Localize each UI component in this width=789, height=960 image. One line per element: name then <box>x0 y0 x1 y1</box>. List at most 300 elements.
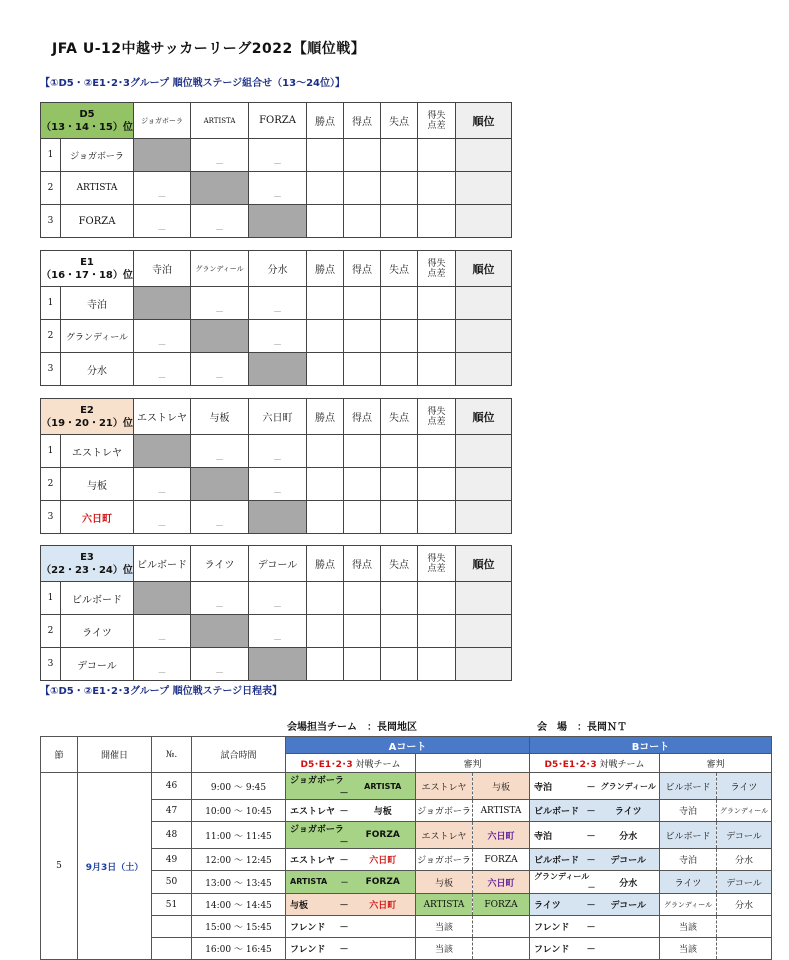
stat-cell <box>381 205 418 238</box>
schedule-table <box>40 736 772 960</box>
self-match-cell <box>134 582 191 615</box>
stat-cell <box>456 205 512 238</box>
table-row <box>41 615 512 648</box>
venue-host <box>287 718 417 733</box>
match-time: 9:00 ～ 9:45 <box>192 773 286 800</box>
vs-dash: － <box>339 923 349 933</box>
result-cell: － <box>134 615 191 648</box>
stat-header: 得失 点差 <box>418 103 456 139</box>
vs-dash: － <box>587 883 596 892</box>
column-team-header: 分水 <box>249 251 307 287</box>
team-name: FORZA <box>61 205 134 238</box>
court-b-team-2: デコール <box>598 894 660 916</box>
stat-cell <box>418 353 456 386</box>
match-time: 11:00 ～ 11:45 <box>192 822 286 849</box>
court-a-referee-2: FORZA <box>473 849 530 871</box>
self-match-cell <box>191 615 249 648</box>
court-b-referee-2 <box>717 916 772 938</box>
stat-cell <box>344 205 381 238</box>
stat-cell <box>344 320 381 353</box>
vs-dash: － <box>340 877 349 887</box>
result-cell: － <box>191 205 249 238</box>
stat-cell <box>344 172 381 205</box>
team-name: 分水 <box>61 353 134 386</box>
group-table-e1 <box>40 250 512 386</box>
stat-cell <box>418 615 456 648</box>
column-team-header: ビルボード <box>134 546 191 582</box>
court-b-referee-2: デコール <box>717 822 772 849</box>
vs-dash: － <box>586 923 596 933</box>
result-cell: － <box>249 435 307 468</box>
vs-dash: － <box>586 782 596 793</box>
court-a-team-1: エストレヤ － <box>286 800 351 822</box>
stat-cell <box>307 353 344 386</box>
team-name: 寺泊 <box>61 287 134 320</box>
court-a-team-2: 与板 <box>351 800 416 822</box>
court-b-team-2: ライツ <box>598 800 660 822</box>
stat-cell <box>381 435 418 468</box>
team-number: 3 <box>41 648 61 681</box>
stat-header: 得点 <box>344 103 381 139</box>
header-date: 開催日 <box>78 737 152 773</box>
self-match-cell <box>249 648 307 681</box>
result-cell: － <box>249 320 307 353</box>
column-team-header: 与板 <box>191 399 249 435</box>
stat-cell <box>307 435 344 468</box>
vs-dash: － <box>586 945 596 955</box>
team-number: 1 <box>41 435 61 468</box>
team-name: ライツ <box>61 615 134 648</box>
stat-cell <box>418 648 456 681</box>
stat-cell <box>381 582 418 615</box>
team-name: ジョガボーラ <box>61 139 134 172</box>
result-cell: － <box>249 139 307 172</box>
match-number <box>152 916 192 938</box>
stat-cell <box>307 172 344 205</box>
stat-header: 勝点 <box>307 399 344 435</box>
stat-cell <box>456 582 512 615</box>
stat-cell <box>456 353 512 386</box>
team-number: 2 <box>41 172 61 205</box>
court-a-referee-2: 六日町 <box>473 822 530 849</box>
court-b-team-2: デコール <box>598 849 660 871</box>
team-name: 六日町 <box>61 501 134 534</box>
group-name: E3 <box>80 551 94 563</box>
court-b-team-1: フレンド － <box>530 916 598 938</box>
vs-dash: － <box>339 856 349 866</box>
stat-header: 失点 <box>381 399 418 435</box>
team-number: 1 <box>41 139 61 172</box>
court-b-team-2: 分水 <box>598 871 660 894</box>
table-row <box>41 501 512 534</box>
stat-cell <box>307 287 344 320</box>
self-match-cell <box>191 172 249 205</box>
match-number: 47 <box>152 800 192 822</box>
column-team-header: ライツ <box>191 546 249 582</box>
result-cell: － <box>249 615 307 648</box>
court-b-team-1: 寺泊 － <box>530 822 598 849</box>
group-header <box>41 546 134 582</box>
venue-host-value: 長岡地区 <box>377 722 417 733</box>
court-a-team-1: フレンド － <box>286 938 351 960</box>
stat-cell <box>381 320 418 353</box>
stat-cell <box>344 501 381 534</box>
self-match-cell <box>249 353 307 386</box>
court-b-team-2: グランディール <box>598 773 660 800</box>
stat-cell <box>456 320 512 353</box>
result-cell: － <box>249 468 307 501</box>
court-b-referee-1: 当該 <box>660 916 717 938</box>
setsu-value: 5 <box>41 773 78 960</box>
match-label: D5･E1･2･3 <box>300 759 353 770</box>
group-table-e2 <box>40 398 512 534</box>
court-b-referee-2: 分水 <box>717 849 772 871</box>
court-a-referee-2: ARTISTA <box>473 800 530 822</box>
stat-cell <box>418 435 456 468</box>
team-number: 3 <box>41 353 61 386</box>
table-row <box>41 648 512 681</box>
header-referee-b: 審判 <box>660 754 772 773</box>
stat-header: 失点 <box>381 103 418 139</box>
match-suffix: 対戦チーム <box>352 759 401 770</box>
result-cell: － <box>134 353 191 386</box>
group-name: E1 <box>80 256 94 268</box>
stat-cell <box>307 139 344 172</box>
team-name: ARTISTA <box>61 172 134 205</box>
table-row <box>41 582 512 615</box>
court-b-referee-1: ライツ <box>660 871 717 894</box>
match-time: 10:00 ～ 10:45 <box>192 800 286 822</box>
venue-value: 長岡ＮＴ <box>587 722 627 733</box>
stat-cell <box>381 648 418 681</box>
stat-cell <box>456 501 512 534</box>
court-b-referee-1: 当該 <box>660 938 717 960</box>
column-team-header: ARTISTA <box>191 103 249 139</box>
stat-cell <box>307 648 344 681</box>
column-team-header: エストレヤ <box>134 399 191 435</box>
schedule-subtitle: 【①D5・②E1･2･3グループ 順位戦ステージ日程表】 <box>40 686 283 697</box>
result-cell: － <box>191 435 249 468</box>
court-a-referee-1: ジョガボーラ <box>416 849 473 871</box>
stat-cell <box>344 139 381 172</box>
self-match-cell <box>134 139 191 172</box>
result-cell: － <box>249 172 307 205</box>
result-cell: － <box>191 648 249 681</box>
column-team-header: 六日町 <box>249 399 307 435</box>
table-row <box>41 353 512 386</box>
stat-header: 得失 点差 <box>418 399 456 435</box>
match-time: 13:00 ～ 13:45 <box>192 871 286 894</box>
header-court-b: Bコート <box>530 737 772 754</box>
table-row <box>41 320 512 353</box>
court-a-team-1: ジョガボーラ － <box>286 773 351 800</box>
group-header <box>41 399 134 435</box>
stat-header: 勝点 <box>307 251 344 287</box>
result-cell: － <box>134 320 191 353</box>
stat-cell <box>307 501 344 534</box>
stat-cell <box>456 172 512 205</box>
court-a-team-1: エストレヤ － <box>286 849 351 871</box>
stat-cell <box>456 287 512 320</box>
header-setsu: 節 <box>41 737 78 773</box>
vs-dash: － <box>586 831 596 842</box>
team-number: 2 <box>41 468 61 501</box>
column-team-header: FORZA <box>249 103 307 139</box>
court-a-referee-1: 与板 <box>416 871 473 894</box>
stat-cell <box>307 205 344 238</box>
table-row <box>41 468 512 501</box>
court-b-team-1: ライツ － <box>530 894 598 916</box>
group-table-d5 <box>40 102 512 238</box>
groups-subtitle: 【①D5・②E1･2･3グループ 順位戦ステージ組合せ（13～24位）】 <box>40 78 346 89</box>
stat-cell <box>381 615 418 648</box>
stat-cell <box>307 582 344 615</box>
stat-cell <box>344 353 381 386</box>
result-cell: － <box>134 501 191 534</box>
venue-location <box>537 718 627 733</box>
stat-cell <box>344 615 381 648</box>
self-match-cell <box>134 435 191 468</box>
result-cell: － <box>191 353 249 386</box>
result-cell: － <box>134 205 191 238</box>
group-places: （16・17・18）位 <box>41 269 133 281</box>
vs-dash: － <box>339 945 349 955</box>
match-time: 12:00 ～ 12:45 <box>192 849 286 871</box>
vs-dash: － <box>586 807 596 817</box>
court-a-referee-1: エストレヤ <box>416 822 473 849</box>
match-label: D5･E1･2･3 <box>544 759 597 770</box>
team-name: ビルボード <box>61 582 134 615</box>
group-places: （22・23・24）位 <box>41 564 133 576</box>
court-a-referee-2: FORZA <box>473 894 530 916</box>
vs-dash: － <box>339 807 349 817</box>
court-a-team-2 <box>351 938 416 960</box>
court-b-referee-2: デコール <box>717 871 772 894</box>
team-name: デコール <box>61 648 134 681</box>
group-table-e3 <box>40 545 512 681</box>
column-team-header: デコール <box>249 546 307 582</box>
stat-header: 得点 <box>344 546 381 582</box>
team-number: 1 <box>41 582 61 615</box>
table-row <box>41 773 772 800</box>
column-team-header: ジョガボーラ <box>134 103 191 139</box>
match-number: 48 <box>152 822 192 849</box>
team-number: 1 <box>41 287 61 320</box>
match-suffix: 対戦チーム <box>596 759 645 770</box>
court-a-referee-2: 与板 <box>473 773 530 800</box>
header-match-b <box>530 754 660 773</box>
stat-cell <box>381 139 418 172</box>
result-cell: － <box>191 582 249 615</box>
team-name: エストレヤ <box>61 435 134 468</box>
court-a-referee-1: 当該 <box>416 938 473 960</box>
match-time: 15:00 ～ 15:45 <box>192 916 286 938</box>
court-b-referee-1: グランディール <box>660 894 717 916</box>
court-b-referee-1: 寺泊 <box>660 800 717 822</box>
match-number: 46 <box>152 773 192 800</box>
table-row <box>41 172 512 205</box>
date-value: 9月3日（土） <box>78 773 152 960</box>
stat-cell <box>418 501 456 534</box>
header-time: 試合時間 <box>192 737 286 773</box>
column-team-header: 寺泊 <box>134 251 191 287</box>
stat-cell <box>307 615 344 648</box>
self-match-cell <box>191 468 249 501</box>
stat-cell <box>418 582 456 615</box>
table-row <box>41 139 512 172</box>
stat-header: 失点 <box>381 546 418 582</box>
result-cell: － <box>191 501 249 534</box>
stat-cell <box>344 435 381 468</box>
stat-header: 順位 <box>456 546 512 582</box>
vs-dash: － <box>586 856 596 866</box>
court-b-team-1: グランディール － <box>530 871 598 894</box>
court-a-referee-2 <box>473 938 530 960</box>
court-b-referee-1: ビルボード <box>660 822 717 849</box>
group-header <box>41 251 134 287</box>
stat-header: 順位 <box>456 399 512 435</box>
court-b-team-2: 分水 <box>598 822 660 849</box>
result-cell: － <box>249 582 307 615</box>
page-title: JFA U-12中越サッカーリーグ2022【順位戦】 <box>52 41 366 57</box>
stat-cell <box>418 320 456 353</box>
team-number: 3 <box>41 501 61 534</box>
court-a-team-2: ARTISTA <box>351 773 416 800</box>
stat-cell <box>307 320 344 353</box>
stat-header: 失点 <box>381 251 418 287</box>
stat-cell <box>344 468 381 501</box>
stat-header: 順位 <box>456 103 512 139</box>
match-number: 50 <box>152 871 192 894</box>
stat-cell <box>456 468 512 501</box>
vs-dash: － <box>339 838 349 848</box>
court-b-team-1: ビルボード － <box>530 849 598 871</box>
team-number: 2 <box>41 615 61 648</box>
team-number: 3 <box>41 205 61 238</box>
stat-cell <box>381 172 418 205</box>
result-cell: － <box>134 648 191 681</box>
group-places: （19・20・21）位 <box>41 417 133 429</box>
court-a-referee-2: 六日町 <box>473 871 530 894</box>
stat-header: 順位 <box>456 251 512 287</box>
court-a-referee-1: 当該 <box>416 916 473 938</box>
court-b-referee-2: ライツ <box>717 773 772 800</box>
court-b-team-2 <box>598 938 660 960</box>
result-cell: － <box>191 287 249 320</box>
court-b-referee-1: 寺泊 <box>660 849 717 871</box>
self-match-cell <box>249 205 307 238</box>
stat-header: 勝点 <box>307 546 344 582</box>
result-cell: － <box>191 139 249 172</box>
vs-dash: － <box>339 789 349 799</box>
stat-cell <box>418 139 456 172</box>
stat-cell <box>381 468 418 501</box>
vs-dash: － <box>339 901 349 911</box>
group-name: E2 <box>80 404 94 416</box>
match-time: 16:00 ～ 16:45 <box>192 938 286 960</box>
match-number: 49 <box>152 849 192 871</box>
court-b-team-2 <box>598 916 660 938</box>
court-a-referee-1: ジョガボーラ <box>416 800 473 822</box>
group-places: （13・14・15）位 <box>41 121 133 133</box>
court-a-team-2: FORZA <box>351 822 416 849</box>
column-team-header: グランディール <box>191 251 249 287</box>
stat-cell <box>418 287 456 320</box>
stat-cell <box>418 468 456 501</box>
group-name: D5 <box>79 108 95 120</box>
stat-cell <box>381 353 418 386</box>
court-a-team-2: 六日町 <box>351 849 416 871</box>
table-row <box>41 205 512 238</box>
vs-dash: － <box>586 901 596 911</box>
table-row <box>41 287 512 320</box>
self-match-cell <box>191 320 249 353</box>
stat-cell <box>307 468 344 501</box>
group-header <box>41 103 134 139</box>
court-b-referee-2 <box>717 938 772 960</box>
venue-host-label: 会場担当チーム ： <box>287 722 377 733</box>
team-name: グランディール <box>61 320 134 353</box>
stat-cell <box>418 205 456 238</box>
court-a-team-1: フレンド － <box>286 916 351 938</box>
court-b-team-1: ビルボード － <box>530 800 598 822</box>
court-a-team-1: ジョガボーラ － <box>286 822 351 849</box>
header-court-a: Aコート <box>286 737 530 754</box>
table-row <box>41 435 512 468</box>
court-b-team-1: フレンド － <box>530 938 598 960</box>
stat-cell <box>456 435 512 468</box>
match-number <box>152 938 192 960</box>
stat-header: 得点 <box>344 399 381 435</box>
self-match-cell <box>249 501 307 534</box>
court-a-team-2: 六日町 <box>351 894 416 916</box>
team-number: 2 <box>41 320 61 353</box>
court-b-team-1: 寺泊 － <box>530 773 598 800</box>
court-b-referee-2: 分水 <box>717 894 772 916</box>
court-a-team-1: ARTISTA － <box>286 871 351 894</box>
stat-header: 得失 点差 <box>418 251 456 287</box>
stat-cell <box>344 648 381 681</box>
venue-label: 会 場 ： <box>537 722 587 733</box>
stat-cell <box>381 287 418 320</box>
stat-header: 勝点 <box>307 103 344 139</box>
court-a-team-2 <box>351 916 416 938</box>
stat-cell <box>344 287 381 320</box>
stat-header: 得点 <box>344 251 381 287</box>
stat-cell <box>344 582 381 615</box>
court-b-referee-2: グランディール <box>717 800 772 822</box>
result-cell: － <box>134 172 191 205</box>
match-time: 14:00 ～ 14:45 <box>192 894 286 916</box>
header-match-a <box>286 754 416 773</box>
result-cell: － <box>134 468 191 501</box>
stat-cell <box>381 501 418 534</box>
stat-cell <box>456 615 512 648</box>
court-a-team-1: 与板 － <box>286 894 351 916</box>
stat-cell <box>456 648 512 681</box>
court-b-referee-1: ビルボード <box>660 773 717 800</box>
team-name: 与板 <box>61 468 134 501</box>
result-cell: － <box>249 287 307 320</box>
stat-cell <box>456 139 512 172</box>
match-number: 51 <box>152 894 192 916</box>
court-a-team-2: FORZA <box>351 871 416 894</box>
header-referee-a: 審判 <box>416 754 530 773</box>
self-match-cell <box>134 287 191 320</box>
stat-header: 得失 点差 <box>418 546 456 582</box>
header-no: №. <box>152 737 192 773</box>
court-a-referee-1: エストレヤ <box>416 773 473 800</box>
